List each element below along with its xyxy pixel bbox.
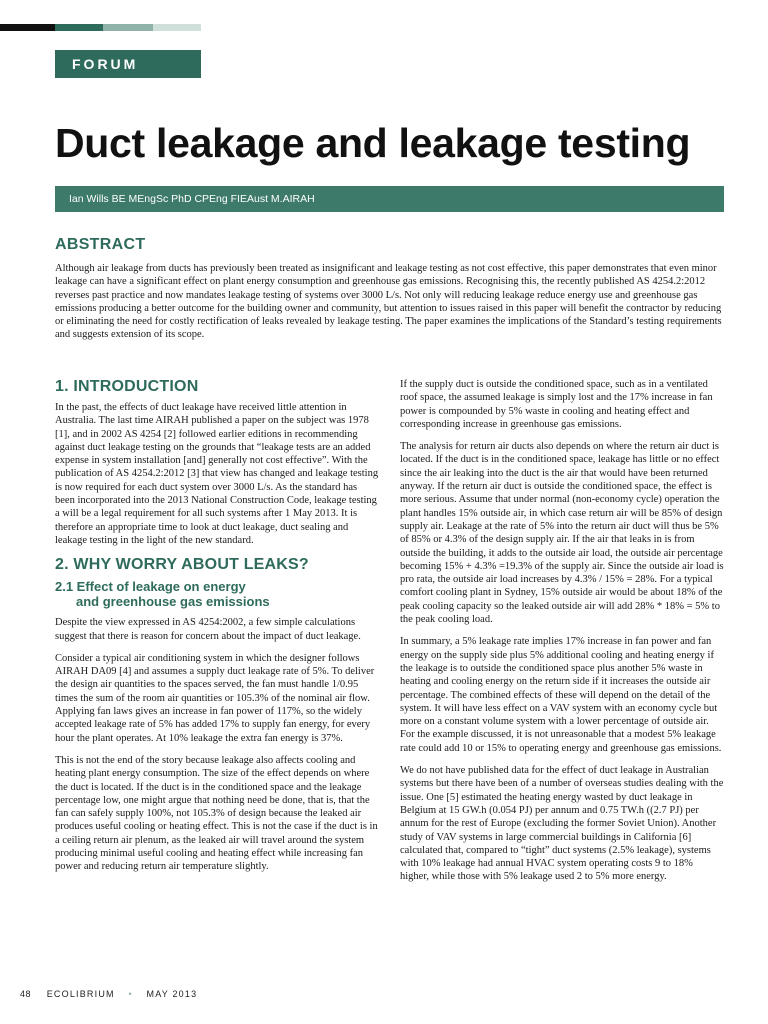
top-bar-dark-segment	[0, 24, 55, 31]
footer-separator: •	[128, 989, 133, 999]
body-paragraph: If the supply duct is outside the conditioned space, such as in a ventilated roof space, the assumed leakage is simply lost and the 17% increase in fan power is compounded by 5% waste in cooling and heating effect and corresponding increase in greenhouse gas emissions.	[400, 379, 713, 430]
page-number: 48	[20, 989, 32, 999]
introduction-heading: 1. INTRODUCTION	[55, 378, 199, 395]
left-column	[55, 378, 379, 883]
top-bar-green-segment	[55, 24, 103, 31]
why-worry-heading: 2. WHY WORRY ABOUT LEAKS?	[55, 556, 309, 574]
introduction-paragraph: In the past, the effects of duct leakage have received little attention in Australia. The last time AIRAH published a paper on the subject was 1978 [1], and in 2002 AS 4254 [2] followed earlier editions in recommending against duct leakage testing on the grounds that “leakage tests are an added expense in system installation [and] generally not cost effective”. With the publication of AS 4254.2:2012 [3] that view has changed and leakage testing is now required for each duct system over 3000 L/s. As the standard has been incorporated into the 2013 National Construction Code, leakage testing a will be a legal requirement for all such systems after 1 May 2013. It is therefore an appropriate time to look at duct leakage, duct sealing and leakage testing in the light of the new standard.	[55, 402, 379, 546]
top-bar-mid-segment	[103, 24, 153, 31]
decorative-top-bars	[0, 24, 200, 32]
page-footer	[20, 989, 197, 999]
issue-date: MAY 2013	[146, 989, 198, 999]
subsection-heading	[55, 579, 379, 609]
body-paragraph: In summary, a 5% leakage rate implies 17% increase in fan power and fan energy on the supply side plus 5% additional cooling and heating energy if the leakage is to outside the conditioned space plus another 5% waste in heating and cooling energy on the return side if it increases the outside air percentage. The combined effects of these will depend on the detail of the system. It will have less effect on a VAV system with an economy cycle but more on a constant volume system with a lower percentage of outside air. For the example discussed, it is not unreasonable that a modest 5% leakage rate could add 10 or 15% to operating energy and greenhouse gas emissions.	[400, 636, 722, 754]
top-bar-light-segment	[153, 24, 201, 31]
publication-name: ECOLIBRIUM	[46, 989, 115, 999]
abstract-text: Although air leakage from ducts has previously been treated as insignificant and leakage testing as not cost effective, this paper demonstrates that even minor leakage can have a significant effect on plant energy consumption and greenhouse gas emissions. Recognising this, the recently published AS 4254.2:2012 reverses past practice and now mandates leakage testing of systems over 3000 L/s. Not only will reducing leakage reduce energy use and greenhouse gas emissions producing a better outcome for the building owner and community, but attention to issues raised in this paper will benefit the contractor by reducing or eliminating the need for costly rectification of leaks revealed by leakage testing. The paper examines the implications of the Standard’s testing requirements and suggests extension of its scope.	[55, 263, 722, 341]
subsection-heading-line1: 2.1 Effect of leakage on energy	[55, 579, 246, 595]
body-paragraph: Despite the view expressed in AS 4254:2002, a few simple calculations suggest that there is reason for concern about the impact of duct leakage.	[55, 617, 361, 642]
subsection-heading-line2: and greenhouse gas emissions	[76, 594, 270, 610]
right-column	[400, 378, 724, 893]
body-paragraph: We do not have published data for the effect of duct leakage in Australian systems but there have been of a number of overseas studies dealing with the issue. One [5] estimated the heating energy wasted by duct leakage in Belgium at 15 GW.h (0.054 PJ) per annum and 0.75 TW.h ((2.7 PJ) per annum for the rest of Europe (excluding the former Soviet Union). Another study of VAV systems in large commercial buildings in California [6] calculated that, compared to “tight” duct systems (2.5% leakage), systems with 10% leakage had annual HVAC system operating costs 9 to 18% higher, while those with 5% leakage used 2 to 5% more energy.	[400, 765, 724, 883]
body-paragraph: Consider a typical air conditioning system in which the designer follows AIRAH DA09 [4] and assumes a supply duct leakage rate of 5%. To deliver the design air quantities to the spaces served, the fan must handle 1/0.95 times the sum of the room air quantities or 105.3% of the nominal air flow. Applying fan laws gives an increase in fan power of 117%, so the widely accepted leakage rate of 5% has added 17% to supply fan energy, for every hour the plant operates. At 10% leakage the extra fan energy is 37%.	[55, 652, 375, 744]
abstract-heading: ABSTRACT	[55, 236, 146, 253]
author-byline: Ian Wills BE MEngSc PhD CPEng FIEAust M.AIRAH	[55, 186, 724, 212]
article-title: Duct leakage and leakage testing	[55, 120, 691, 166]
section-badge: FORUM	[55, 50, 201, 78]
body-paragraph: This is not the end of the story because leakage also affects cooling and heating plant energy consumption. The size of the effect depends on where the duct is located. If the duct is in the conditioned space and the leakage percentage low, one might argue that nothing need be done, that is, that the fan can safely supply 100%, not 105.3% of design because the leaked air produces useful cooling or heating effect. This is not the case if the duct is in a ceiling return air plenum, as the leaked air will travel around the system producing minimal useful cooling and heating effect while increasing fan power and reducing return air temperature slightly.	[55, 754, 378, 873]
body-paragraph: The analysis for return air ducts also depends on where the return air duct is located. If the duct is in the conditioned space, leakage has little or no effect since the air leaking into the duct is the air that would have been returned anyway. If the return air duct is outside the conditioned space, the effect is more serious. Assume that under normal (non-economy cycle) operation the plant handles 15% outside air, in which case return air will be 85% of design supply air. Leakage at the rate of 5% into the return air duct will thus be 5% of 85% or 4.3% of the design supply air. If the air that leaks in is from outside the building, it adds to the outside air load, the outside air percentage becoming 15% + 4.3% =19.3% of the supply air. Since the outside air load is pro rata, the outside air load increases by 4.3% / 15% = 28%. For a typical comfort cooling plant in Sydney, 15% outside air would be about 18% of the peak cooling capacity so the leaked outside air will add 28% * 18% = 5% to the peak cooling load.	[400, 441, 724, 626]
